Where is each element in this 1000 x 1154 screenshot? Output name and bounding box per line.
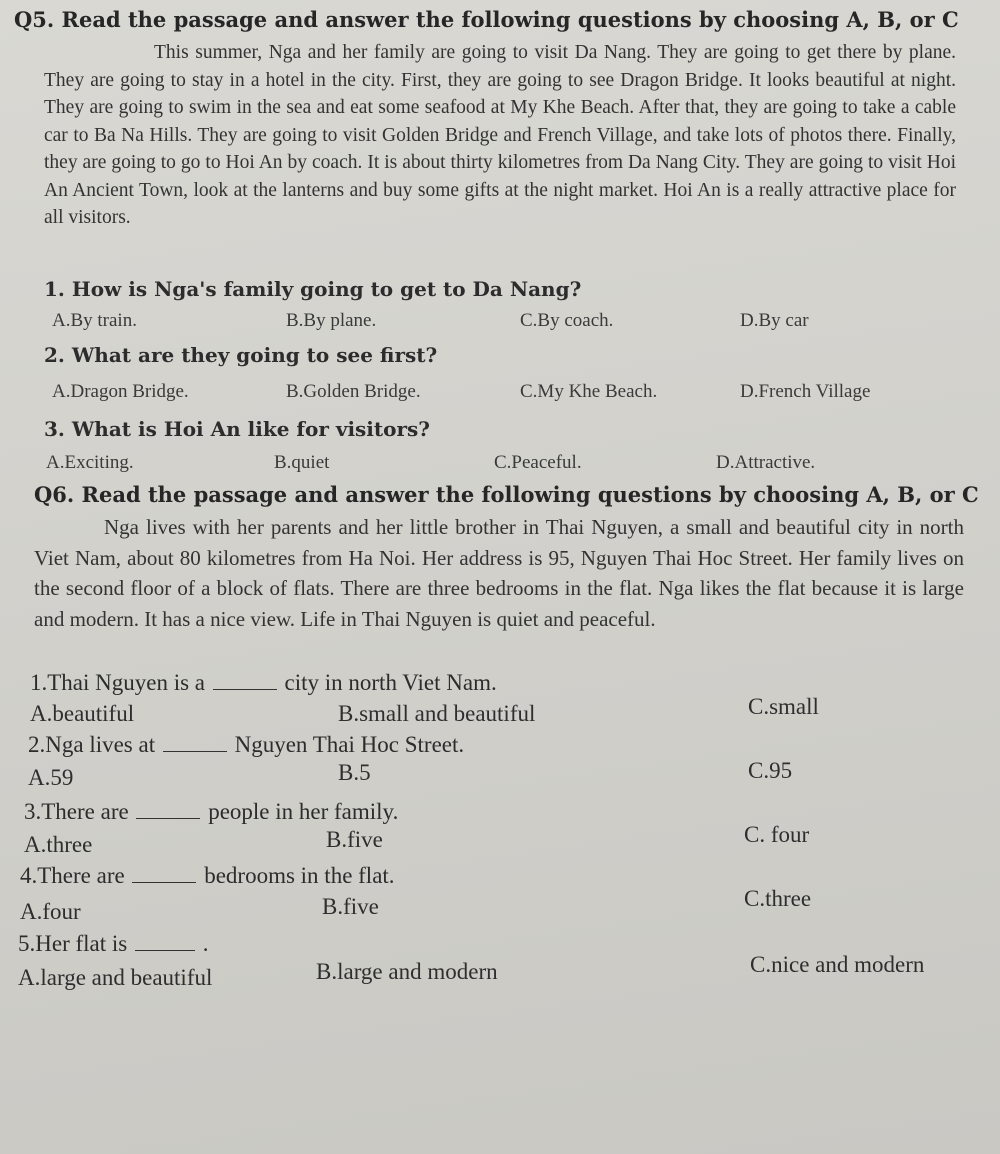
q6-q3-option-b[interactable]: B.five xyxy=(326,827,383,852)
q5-q2-option-c[interactable]: C.My Khe Beach. xyxy=(520,381,658,402)
q6-q1-text-after: city in north Viet Nam. xyxy=(284,670,497,695)
q6-q4-option-a[interactable]: A.four xyxy=(20,899,81,924)
q6-q4-text-before: 4.There are xyxy=(20,863,125,888)
q6-question-4 xyxy=(20,861,395,891)
q6-q4-option-b[interactable]: B.five xyxy=(322,894,379,919)
q6-q5-option-b[interactable]: B.large and modern xyxy=(316,959,498,984)
q5-q3-option-c[interactable]: C.Peaceful. xyxy=(494,452,582,473)
q6-question-5 xyxy=(18,929,208,959)
q6-passage: Nga lives with her parents and her little brother in Thai Nguyen, a small and beautiful city in north Viet Nam, about 80 kilometres from Ha Noi. Her address is 95, Nguyen Thai Hoc Street. Her family lives on the second floor of a block of flats. There are three bedrooms in the flat. Nga likes the flat because it is large and modern. It has a nice view. Life in Thai Nguyen is quiet and peaceful. xyxy=(34,515,964,631)
q5-q3-option-b[interactable]: B.quiet xyxy=(274,452,330,473)
q5-q1-option-c[interactable]: C.By coach. xyxy=(520,310,614,331)
q5-q3-option-d[interactable]: D.Attractive. xyxy=(716,452,816,473)
q5-question-3: 3. What is Hoi An like for visitors? xyxy=(44,417,430,441)
q6-question-2 xyxy=(28,730,464,760)
q5-q2-option-d[interactable]: D.French Village xyxy=(740,381,871,402)
q6-question-1 xyxy=(30,668,497,698)
q6-q1-text-before: 1.Thai Nguyen is a xyxy=(30,670,206,695)
q6-question-3 xyxy=(24,797,398,827)
q6-q4-blank[interactable] xyxy=(132,864,196,883)
q6-q3-option-c[interactable]: C. four xyxy=(744,822,810,847)
q6-q2-blank[interactable] xyxy=(163,733,227,752)
q6-q2-option-c[interactable]: C.95 xyxy=(748,758,793,783)
q6-q3-blank[interactable] xyxy=(136,800,200,819)
q6-q5-text-before: 5.Her flat is xyxy=(18,931,128,956)
q6-q2-text-after: Nguyen Thai Hoc Street. xyxy=(234,732,465,757)
q6-q5-option-a[interactable]: A.large and beautiful xyxy=(18,965,213,990)
q5-question-1: 1. How is Nga's family going to get to Da Nang? xyxy=(44,277,582,301)
q5-q1-option-d[interactable]: D.By car xyxy=(740,310,809,331)
q5-q1-option-b[interactable]: B.By plane. xyxy=(286,310,377,331)
q6-q5-blank[interactable] xyxy=(135,932,195,951)
q5-q1-option-a[interactable]: A.By train. xyxy=(52,310,137,331)
q6-q1-option-b[interactable]: B.small and beautiful xyxy=(338,701,536,726)
q6-q3-option-a[interactable]: A.three xyxy=(24,832,93,857)
q6-q1-blank[interactable] xyxy=(213,671,277,690)
q6-title: Q6. Read the passage and answer the following questions by choosing A, B, or C xyxy=(34,482,979,507)
q6-q3-text-after: people in her family. xyxy=(208,799,399,824)
q6-q5-text-after: . xyxy=(202,931,209,956)
q6-q2-option-b[interactable]: B.5 xyxy=(338,760,371,785)
q6-q5-option-c[interactable]: C.nice and modern xyxy=(750,952,925,977)
q5-q2-option-b[interactable]: B.Golden Bridge. xyxy=(286,381,421,402)
q5-question-2: 2. What are they going to see first? xyxy=(44,343,438,367)
q5-title: Q5. Read the passage and answer the following questions by choosing A, B, or C xyxy=(14,7,959,32)
q6-q2-text-before: 2.Nga lives at xyxy=(28,732,156,757)
q6-q2-option-a[interactable]: A.59 xyxy=(28,765,74,790)
q6-q3-text-before: 3.There are xyxy=(24,799,129,824)
q6-q1-option-c[interactable]: C.small xyxy=(748,694,819,719)
q5-q2-option-a[interactable]: A.Dragon Bridge. xyxy=(52,381,189,402)
q5-q3-option-a[interactable]: A.Exciting. xyxy=(46,452,134,473)
q6-q1-option-a[interactable]: A.beautiful xyxy=(30,701,135,726)
q6-q4-option-c[interactable]: C.three xyxy=(744,886,812,911)
q6-q4-text-after: bedrooms in the flat. xyxy=(204,863,395,888)
q5-passage: This summer, Nga and her family are going to visit Da Nang. They are going to get there by plane. They are going to stay in a hotel in the city. First, they are going to see Dragon Bridge. It looks beautiful at night. They are going to swim in the sea and eat some seafood at My Khe Beach. After that, they are going to take a cable car to Ba Na Hills. They are going to visit Golden Bridge and French Village, and take lots of photos there. Finally, they are going to go to Hoi An by coach. It is about thirty kilometres from Da Nang City. They are going to visit Hoi An Ancient Town, look at the lanterns and buy some gifts at the night market. Hoi An is a really attractive place for all visitors. xyxy=(44,42,956,228)
